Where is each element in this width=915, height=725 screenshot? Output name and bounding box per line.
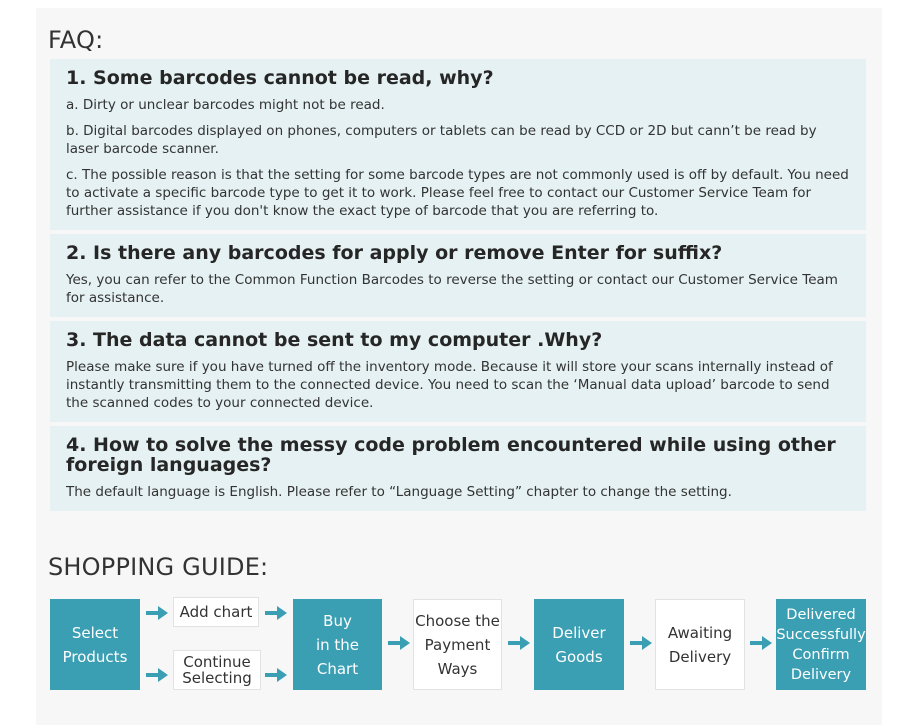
faq-answer: The default language is English. Please refer to “Language Setting” chapter to change the setting. [66,484,732,500]
faq-answer: Yes, you can refer to the Common Function Barcodes to reverse the setting or contact our Customer Service Team for assistance. [66,272,838,306]
arrow-right-icon [750,636,772,650]
arrow-right-icon [630,636,652,650]
step-continue-selecting: Continue Selecting [173,650,261,690]
faq-question: 2. Is there any barcodes for apply or remove Enter for suffix? [66,242,723,264]
arrow-right-icon [146,668,168,682]
arrow-right-icon [265,606,287,620]
step-add-chart: Add chart [173,597,259,627]
arrow-right-icon [146,606,168,620]
faq-answer: a. Dirty or unclear barcodes might not be read. [66,97,385,113]
faq-answer: b. Digital barcodes displayed on phones, computers or tablets can be read by CCD or 2D but cann’t be read by laser barcode scanner. [66,123,817,157]
faq-answer: Please make sure if you have turned off the inventory mode. Because it will store your scans internally instead of instantly transmitting them to the connected device. You need to scan the ‘Manual data upload’ barcode to send the scanned codes to your connected device. [66,359,833,411]
shopping-guide-flow [36,8,882,725]
faq-question: 1. Some barcodes cannot be read, why? [66,67,494,89]
faq-title: FAQ: [48,26,104,54]
step-choose-payment: Choose the Payment Ways [413,599,502,690]
shopping-guide-title: SHOPPING GUIDE: [48,553,269,581]
faq-question: 3. The data cannot be sent to my computer .Why? [66,329,603,351]
step-deliver-goods: Deliver Goods [534,599,624,690]
step-awaiting-delivery: Awaiting Delivery [655,599,745,690]
arrow-right-icon [265,668,287,682]
step-delivered-confirm: Delivered Successfully Confirm Delivery [776,599,866,690]
faq-question: 4. How to solve the messy code problem encountered while using other foreign languages? [66,434,836,476]
page-container [36,8,882,725]
arrow-right-icon [388,636,410,650]
step-buy-in-chart: Buy in the Chart [293,599,382,690]
faq-answer: c. The possible reason is that the setting for some barcode types are not commonly used is off by default. You need to activate a specific barcode type to get it to work. Please feel free to contact our Customer Service Team for further assistance if you don't know the exact type of barcode that you are referring to. [66,167,849,219]
step-select-products: Select Products [50,599,140,690]
arrow-right-icon [508,636,530,650]
